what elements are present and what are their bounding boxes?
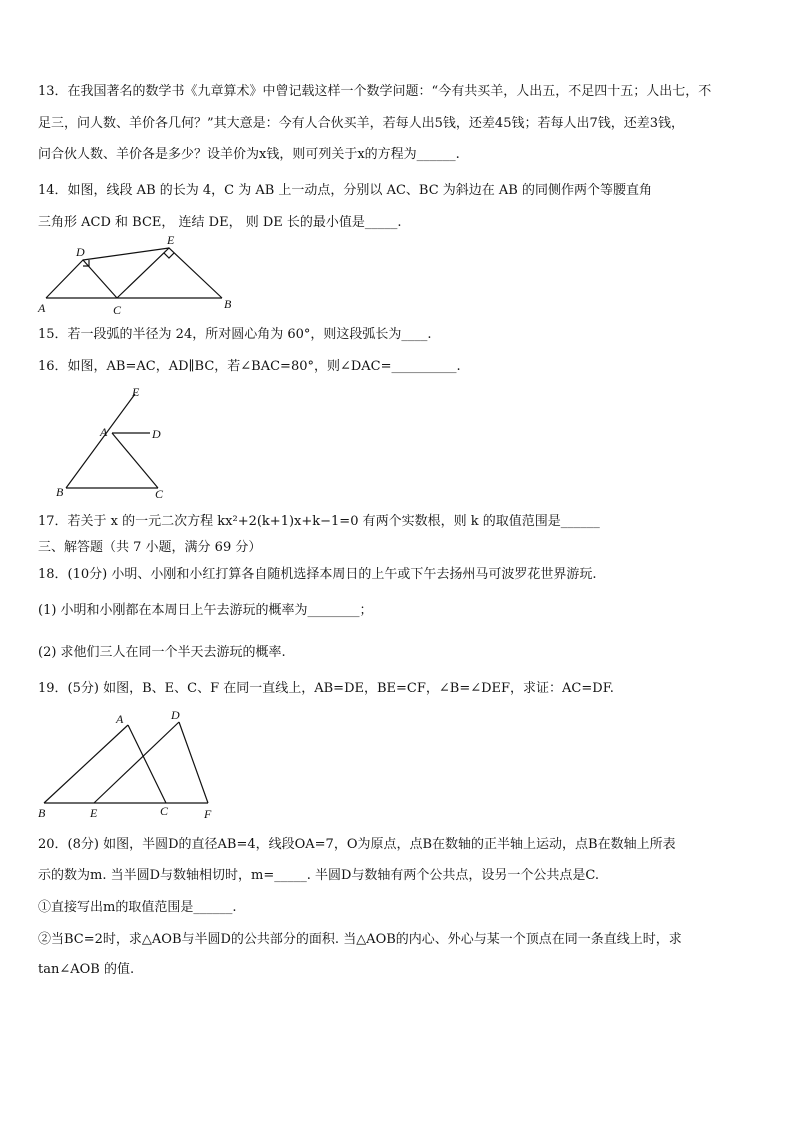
- q13-line-3: 问合伙人数、羊价各是多少？设羊价为x钱，则可列关于x的方程为______.: [38, 147, 460, 162]
- q14-line-2: 三角形 ACD 和 BCE， 连结 DE， 则 DE 长的最小值是_____.: [38, 215, 402, 230]
- q16-label-e: E: [132, 385, 140, 399]
- q13-line-2: 足三，问人数、羊价各几何？”其大意是：今有人合伙买羊，若每人出5钱，还差45钱；若每人出7钱，还差3钱，: [38, 116, 685, 131]
- q16-label-b: B: [56, 485, 64, 499]
- q14-segment-de: [83, 248, 169, 260]
- q18-line-1: 18．(10分) 小明、小刚和小红打算各自随机选择本周日的上午或下午去扬州马可波罗花世界游玩.: [38, 567, 597, 582]
- q19-segment-ac: [128, 725, 166, 803]
- q19-segment-ab: [44, 725, 128, 803]
- q16-label-a: A: [100, 425, 108, 439]
- q14-line-1: 14．如图，线段 AB 的长为 4，C 为 AB 上一动点，分别以 AC、BC 为斜边在 AB 的同侧作两个等腰直角: [38, 183, 652, 198]
- q19-line-1: 19．(5分) 如图，B、E、C、F 在同一直线上，AB=DE，BE=CF，∠B=∠DEF，求证：AC=DF.: [38, 681, 614, 696]
- q14-label-a: A: [38, 301, 46, 315]
- q16-line-be: [66, 394, 135, 488]
- q20-part-2: ②当BC=2时，求△AOB与半圆D的公共部分的面积. 当△AOB的内心、外心与某一个顶点在同一条直线上时，求: [38, 932, 682, 947]
- q16-figure: [50, 382, 180, 504]
- q19-segment-de: [94, 722, 179, 803]
- q19-label-e: E: [90, 806, 98, 820]
- q14-triangle-bce: [117, 248, 222, 298]
- q16-label-c: C: [155, 487, 164, 501]
- q18-part-2: (2) 求他们三人在同一个半天去游玩的概率.: [38, 645, 286, 660]
- q19-segment-df: [179, 722, 208, 803]
- q18-part-1: (1) 小明和小刚都在本周日上午去游玩的概率为________；: [38, 603, 373, 618]
- q19-label-f: F: [204, 807, 212, 821]
- q19-label-a: A: [116, 712, 124, 726]
- q20-line-1: 20．(8分) 如图，半圆D的直径AB=4，线段OA=7，O为原点，点B在数轴的正半轴上运动，点B在数轴上所表: [38, 837, 676, 852]
- q16-label-d: D: [152, 427, 161, 441]
- q16-segment-ac: [112, 433, 158, 488]
- q14-right-angle-e: [164, 253, 174, 258]
- q14-label-b: B: [224, 297, 232, 311]
- q13-line-1: 13．在我国著名的数学书《九章算术》中曾记载这样一个数学问题：“今有共买羊，人出五，不足四十五；人出七，不: [38, 84, 712, 99]
- q14-label-d: D: [76, 245, 85, 259]
- q20-line-2: 示的数为m. 当半圆D与数轴相切时，m=_____. 半圆D与数轴有两个公共点，设另一个公共点是C.: [38, 868, 600, 883]
- q19-figure: [36, 705, 226, 823]
- q19-label-d: D: [171, 708, 180, 722]
- q15-line-1: 15．若一段弧的半径为 24，所对圆心角为 60°，则这段弧长为____.: [38, 327, 432, 342]
- q16-line-1: 16．如图，AB=AC，AD∥BC，若∠BAC=80°，则∠DAC=__________.: [38, 359, 461, 374]
- q20-part-1: ①直接写出m的取值范围是______.: [38, 900, 237, 915]
- q14-triangle-acd: [46, 260, 117, 298]
- section-3-heading: 三、解答题（共 7 小题，满分 69 分）: [38, 540, 262, 555]
- q14-figure: [36, 232, 246, 320]
- q14-label-e: E: [167, 233, 175, 247]
- q14-label-c: C: [113, 303, 122, 317]
- q19-label-c: C: [160, 804, 169, 818]
- q19-label-b: B: [38, 806, 46, 820]
- q17-line-1: 17．若关于 x 的一元二次方程 kx²+2(k+1)x+k−1=0 有两个实数根，则 k 的取值范围是______: [38, 514, 600, 529]
- q20-part-2-cont: tan∠AOB 的值.: [38, 962, 135, 977]
